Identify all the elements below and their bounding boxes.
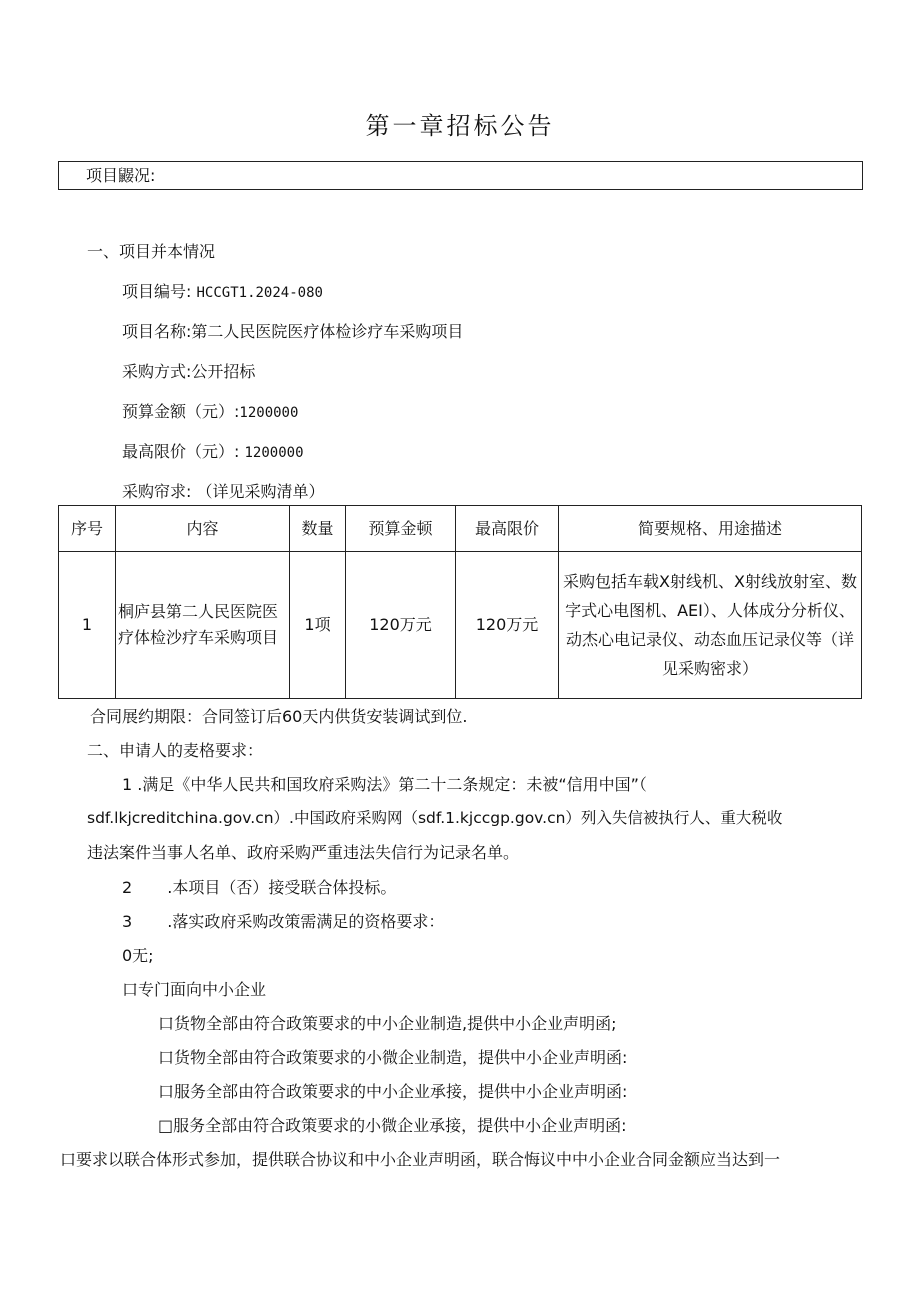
field-label: 采购帘求:: [122, 482, 192, 501]
cell-description: 采购包括车载X射线机、X射线放射室、数字式心电图机、AEI）、人体成分分析仪、动杰心电记录仪、动态血压记录仪等（详见采购密求）: [559, 552, 862, 699]
field-value: 公开招标: [191, 362, 256, 381]
header-qty: 数量: [290, 506, 346, 552]
header-content: 内容: [116, 506, 290, 552]
field-value: 1200000: [239, 405, 299, 421]
requirement-1-line-1: 1 .满足《中华人民共和国玫府采购法》第二十二条规定：未被“信用中国”（: [122, 775, 647, 794]
header-description: 简要规格、用途描述: [559, 506, 862, 552]
field-label: 最高限价（元）:: [122, 442, 240, 461]
field-label: 预算金额（元）:: [122, 402, 240, 421]
requirement-1-line-3: 违法案件当事人名单、政府采购严重违法失信行为记录名单。: [87, 843, 520, 862]
field-project-number: [122, 284, 323, 300]
field-label: 采购方式:: [122, 362, 192, 381]
consortium-line: 口要求以联合体形式参加，提供联合协议和中小企业声明函，联合悔议中中小企业合同金额应当达到一: [60, 1150, 781, 1169]
procurement-table: [58, 505, 862, 699]
field-label: 项目编号:: [122, 282, 192, 301]
header-budget: 预算金顿: [346, 506, 456, 552]
requirement-text: .本项目（否）接受联合体投标。: [167, 878, 397, 897]
table-row: [59, 552, 862, 699]
cell-budget: 120万元: [346, 552, 456, 699]
cell-qty: 1项: [290, 552, 346, 699]
header-seq: 序号: [59, 506, 116, 552]
sme-option-1: 口货物全部由符合政策要求的中小企业制造,提供中小企业声明函;: [158, 1014, 617, 1033]
sme-option-2: 口货物全部由符合政策要求的小微企业制造，提供中小企业声明函:: [158, 1048, 628, 1067]
field-value: 1200000: [244, 445, 304, 461]
field-value: 第二人民医院医疗体检诊疗车采购项目: [191, 322, 464, 341]
requirement-number: 3: [122, 912, 133, 931]
requirement-2: [122, 880, 396, 896]
requirement-3: [122, 914, 444, 930]
requirement-1-line-2: sdf.lkjcreditchina.gov.cn）.中国政府采购网（sdf.1.kjccgp.gov.cn）列入失信被执行人、重大税收: [87, 809, 783, 827]
cell-max-price: 120万元: [456, 552, 559, 699]
requirement-text: .落实政府采购改策需满足的资格要求：: [167, 912, 445, 931]
field-value: HCCGT1.2024-080: [196, 285, 323, 301]
sme-option-4: □服务全部由符合政策要求的小微企业承接，提供中小企业声明函:: [158, 1116, 627, 1135]
field-budget-amount: [122, 404, 298, 420]
project-overview-box: [58, 161, 863, 190]
requirement-number: 2: [122, 878, 133, 897]
project-overview-label: 项目鼹况:: [86, 166, 156, 185]
section1-heading: 一、项目并本情况: [87, 242, 216, 261]
none-option: 0无;: [122, 946, 154, 965]
page-title: 第一章招标公告: [365, 112, 555, 140]
field-procurement-method: [122, 364, 255, 380]
sme-heading: 口专门面向中小企业: [122, 980, 267, 999]
field-procurement-need: [122, 484, 325, 500]
field-label: 项目名称:: [122, 322, 192, 341]
cell-content: 桐庐县第二人民医院医疗体检沙疗车采购项目: [116, 552, 290, 699]
cell-seq: 1: [59, 552, 116, 699]
field-value: （详见采购清单）: [196, 482, 325, 501]
header-max-price: 最高限价: [456, 506, 559, 552]
contract-period: 合同展约期限：合同签订后60天内供货安装调试到位.: [90, 707, 468, 726]
field-project-name: [122, 324, 463, 340]
sme-option-3: 口服务全部由符合政策要求的中小企业承接，提供中小企业声明函:: [158, 1082, 628, 1101]
section2-heading: 二、申请人的麦格要求：: [87, 741, 264, 760]
field-max-price: [122, 444, 304, 460]
table-header-row: [59, 506, 862, 552]
